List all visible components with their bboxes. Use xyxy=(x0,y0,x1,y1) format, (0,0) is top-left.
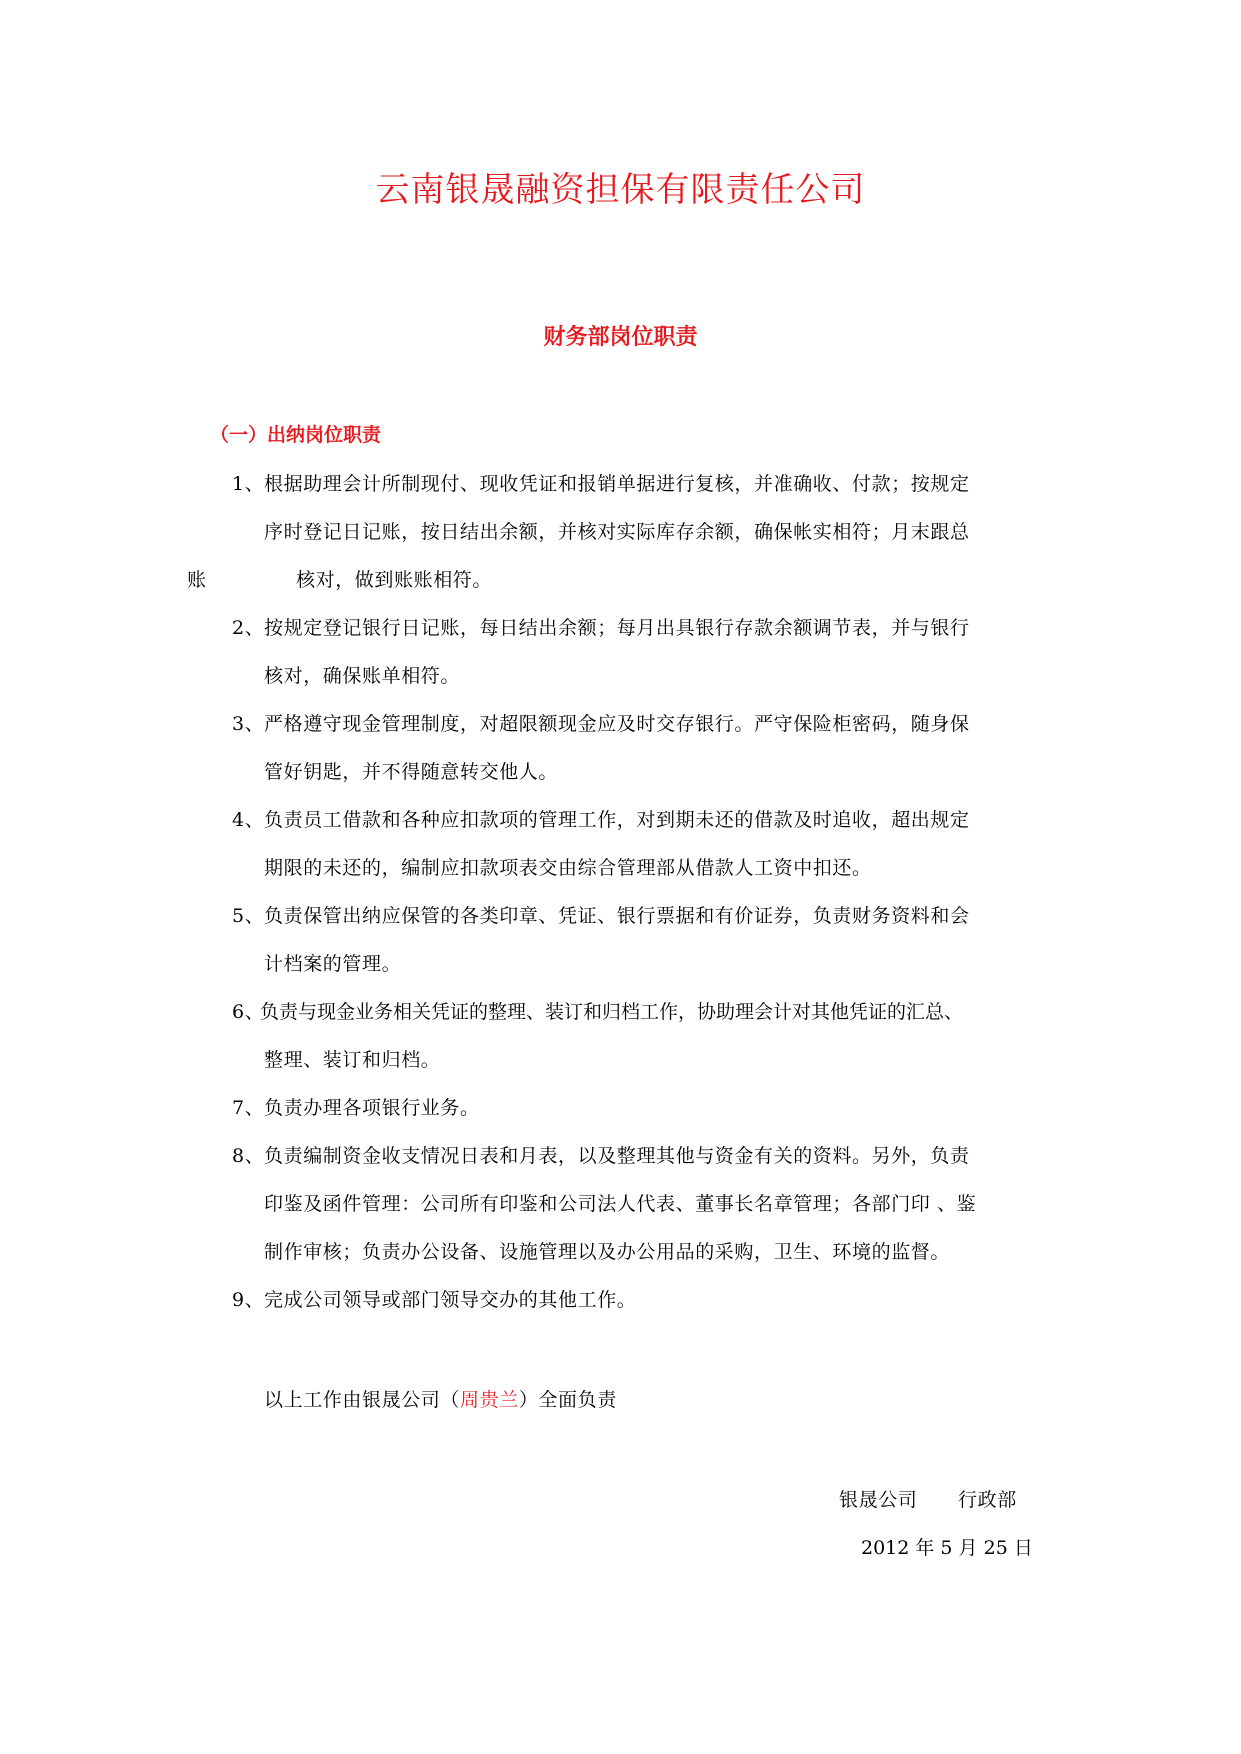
item-6-line-1: 负责与现金业务相关凭证的整理、装订和归档工作，协助理会计对其他凭证的汇总、 xyxy=(260,1001,964,1023)
item-4-line-2: 期限的未还的，编制应扣款项表交由综合管理部从借款人工资中扣还。 xyxy=(264,857,872,879)
item-1-line-2: 序时登记日记账，按日结出余额，并核对实际库存余额，确保帐实相符；月末跟总 xyxy=(264,521,970,543)
company-title: 云南银晟融资担保有限责任公司 xyxy=(375,170,866,210)
item-2-number: 2、 xyxy=(232,617,265,639)
responsibility-suffix: ）全面负责 xyxy=(518,1389,617,1411)
responsible-person: 周贵兰 xyxy=(460,1389,519,1411)
item-7-line-1: 负责办理各项银行业务。 xyxy=(264,1097,480,1119)
item-5-line-1: 负责保管出纳应保管的各类印章、凭证、银行票据和有价证券，负责财务资料和会 xyxy=(264,905,970,927)
item-9-number: 9、 xyxy=(232,1289,265,1311)
item-6-number: 6、 xyxy=(232,1001,265,1023)
item-4-line-1: 负责员工借款和各种应扣款项的管理工作，对到期未还的借款及时追收，超出规定 xyxy=(264,809,970,831)
item-5-number: 5、 xyxy=(232,905,265,927)
item-4-number: 4、 xyxy=(232,809,265,831)
item-8-line-2: 印鉴及函件管理：公司所有印鉴和公司法人代表、董事长名章管理；各部门印 、鉴 xyxy=(264,1193,977,1215)
item-9-line-1: 完成公司领导或部门领导交办的其他工作。 xyxy=(264,1289,637,1311)
item-2-line-1: 按规定登记银行日记账，每日结出余额；每月出具银行存款余额调节表，并与银行 xyxy=(264,617,970,639)
item-8-number: 8、 xyxy=(232,1145,265,1167)
item-1-number: 1、 xyxy=(232,473,265,495)
item-2-line-2: 核对，确保账单相符。 xyxy=(264,665,461,687)
item-1-overflow-char: 账 xyxy=(187,569,207,591)
item-5-line-2: 计档案的管理。 xyxy=(264,953,402,975)
section-heading: （一）出纳岗位职责 xyxy=(210,424,382,446)
item-6-line-2: 整理、装订和归档。 xyxy=(264,1049,441,1071)
item-7-number: 7、 xyxy=(232,1097,265,1119)
responsibility-prefix: 以上工作由银晟公司（ xyxy=(264,1389,461,1411)
responsibility-statement xyxy=(264,1388,617,1412)
document-title: 财务部岗位职责 xyxy=(543,324,698,350)
signature-date: 2012 年 5 月 25 日 xyxy=(861,1537,1033,1559)
signature-dept: 行政部 xyxy=(958,1489,1017,1511)
item-1-line-3: 核对，做到账账相符。 xyxy=(296,569,493,591)
item-1-line-1: 根据助理会计所制现付、现收凭证和报销单据进行复核，并准确收、付款；按规定 xyxy=(264,473,970,495)
item-3-line-2: 管好钥匙，并不得随意转交他人。 xyxy=(264,761,559,783)
item-8-line-3: 制作审核；负责办公设备、设施管理以及办公用品的采购，卫生、环境的监督。 xyxy=(264,1241,951,1263)
item-3-line-1: 严格遵守现金管理制度，对超限额现金应及时交存银行。严守保险柜密码，随身保 xyxy=(264,713,970,735)
item-3-number: 3、 xyxy=(232,713,265,735)
item-8-line-1: 负责编制资金收支情况日表和月表，以及整理其他与资金有关的资料。另外，负责 xyxy=(264,1145,970,1167)
signature-org: 银晟公司 xyxy=(839,1489,918,1511)
